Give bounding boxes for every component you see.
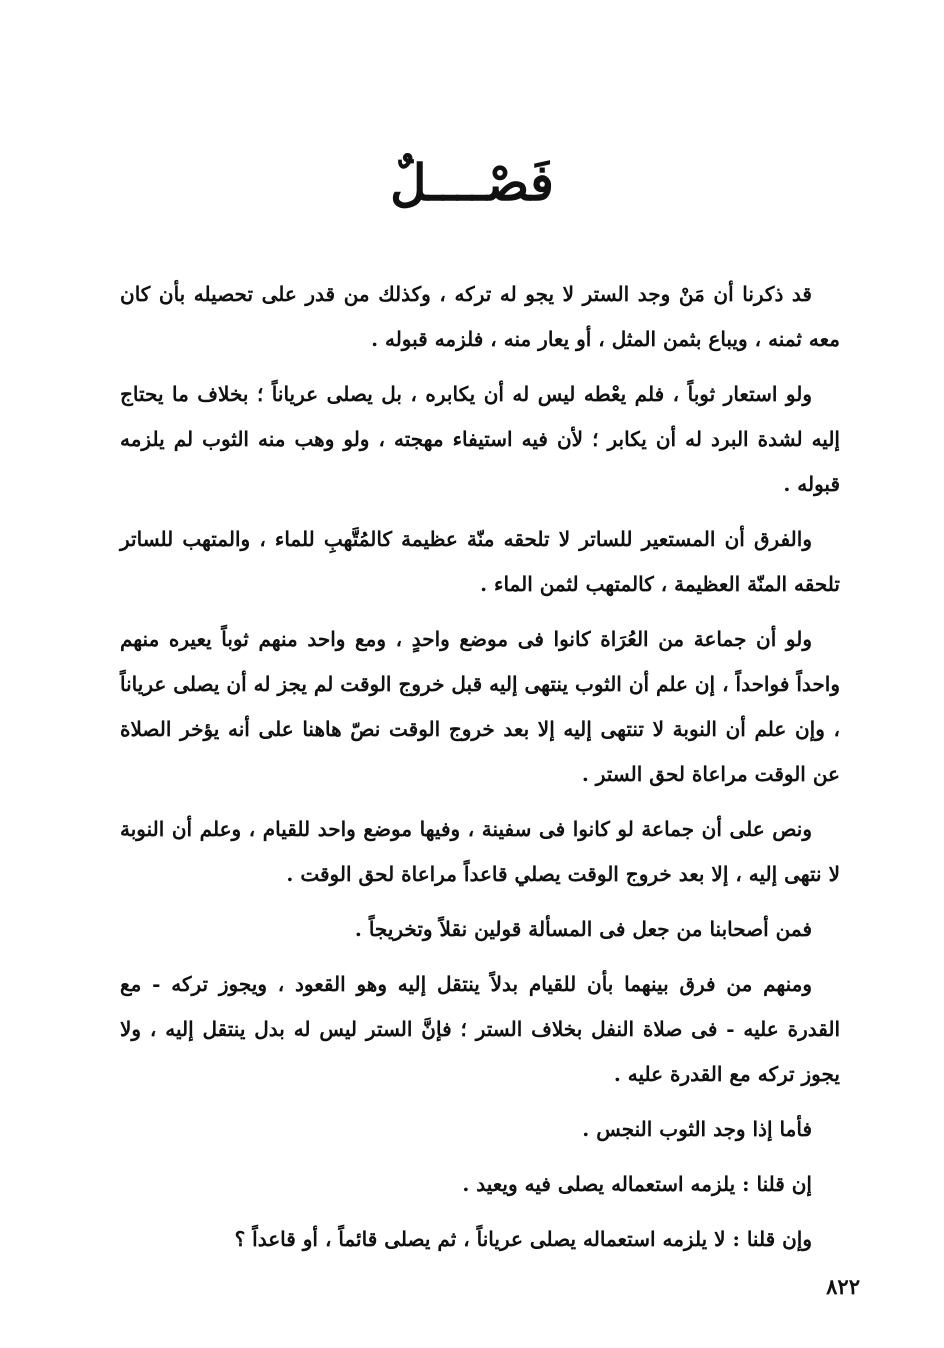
paragraph: قد ذكرنا أن مَنْ وجد الستر لا يجو له تركه ، وكذلك من قدر على تحصيله بأن كان معه ثمنه ، ويباع بثمن المثل ، أو يعار منه ، فلزمه قبوله . — [120, 282, 840, 351]
body-text — [120, 272, 840, 1272]
page-number: ٨٢٢ — [826, 1274, 860, 1299]
paragraph: ونص على أن جماعة لو كانوا فى سفينة ، وفيها موضع واحد للقيام ، وعلم أن النوبة لا نتهى إليه ، إلا بعد خروج الوقت يصلي قاعداً مراعاة لحق الوقت . — [120, 817, 840, 886]
paragraph: ولو استعار ثوباً ، فلم يعْطه ليس له أن يكابره ، بل يصلى عرياناً ؛ بخلاف ما يحتاج إليه لشدة البرد له أن يكابر ؛ لأن فيه استيفاء مهجته ، ولو وهب منه الثوب لم يلزمه قبوله . — [120, 382, 840, 496]
section-title: فَصْــــلٌ — [390, 153, 554, 212]
paragraph: فأما إذا وجد الثوب النجس . — [582, 1117, 812, 1141]
paragraph: وإن قلنا : لا يلزمه استعماله يصلى عرياناً ، ثم يصلى قائماً ، أو قاعداً ؟ — [234, 1227, 812, 1251]
paragraph: ومنهم من فرق بينهما بأن للقيام بدلاً ينتقل إليه وهو القعود ، ويجوز تركه - مع القدرة عليه - فى صلاة النفل بخلاف الستر ؛ فإنَّ الستر ليس له بدل ينتقل إليه ، ولا يجوز تركه مع القدرة عليه . — [120, 972, 840, 1086]
paragraph: إن قلنا : يلزمه استعماله يصلى فيه ويعيد . — [462, 1172, 812, 1196]
paragraph: ولو أن جماعة من العُرَاة كانوا فى موضع واحدٍ ، ومع واحد منهم ثوباً يعيره منهم واحداً فواحداً ، إن علم أن الثوب ينتهى إليه قبل خروج الوقت لم يجز له أن يصلى عرياناً ، وإن علم أن النوبة لا تنتهى إليه إلا بعد خروج الوقت نصّ هاهنا على أنه يؤخر الصلاة عن الوقت مراعاة لحق الستر . — [120, 627, 840, 786]
paragraph: فمن أصحابنا من جعل فى المسألة قولين نقلاً وتخريجاً . — [354, 917, 812, 941]
paragraph: والفرق أن المستعير للساتر لا تلحقه منّة عظيمة كالمُتَّهبِ للماء ، والمتهب للساتر تلحقه المنّة العظيمة ، كالمتهب لثمن الماء . — [120, 527, 840, 596]
